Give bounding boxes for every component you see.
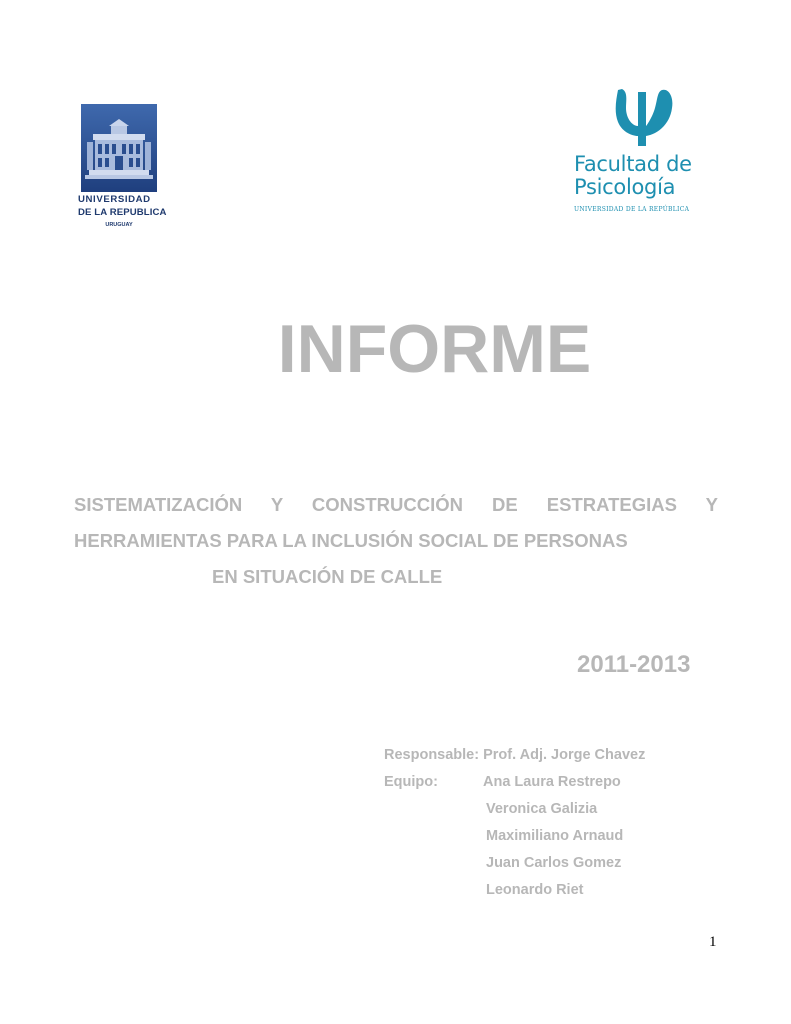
- team-member: Veronica Galizia: [486, 801, 598, 817]
- team-member: Leonardo Riet: [486, 882, 584, 898]
- team-member: Maximiliano Arnaud: [486, 828, 624, 844]
- team-member: Juan Carlos Gomez: [486, 855, 622, 871]
- psicologia-logo: [572, 84, 702, 220]
- udelar-name-line1: UNIVERSIDAD: [78, 194, 151, 205]
- udelar-logo: [78, 104, 167, 234]
- psi-symbol-icon: [608, 86, 676, 148]
- team-member: Ana Laura Restrepo: [483, 774, 621, 790]
- subtitle-line3: EN SITUACIÓN DE CALLE: [212, 566, 443, 587]
- responsable-line: Responsable: Prof. Adj. Jorge Chavez: [384, 747, 646, 763]
- udelar-name-line2: DE LA REPUBLICA: [78, 207, 167, 218]
- equipo-label: Equipo:: [384, 774, 438, 790]
- subtitle-line1: SISTEMATIZACIÓN Y CONSTRUCCIÓN DE ESTRATEGIAS Y: [74, 494, 718, 515]
- document-title: INFORME: [277, 311, 592, 387]
- date-range: 2011-2013: [577, 651, 691, 678]
- university-building-emblem-icon: [81, 104, 157, 192]
- psicologia-name-line2: Psicología: [574, 175, 676, 199]
- psicologia-name-line1: Facultad de: [574, 152, 692, 176]
- udelar-country: URUGUAY: [105, 222, 133, 228]
- psicologia-university: UNIVERSIDAD DE LA REPÚBLICA: [574, 206, 690, 213]
- page-number: 1: [709, 934, 717, 950]
- subtitle-line2: HERRAMIENTAS PARA LA INCLUSIÓN SOCIAL DE PERSONAS: [74, 530, 628, 551]
